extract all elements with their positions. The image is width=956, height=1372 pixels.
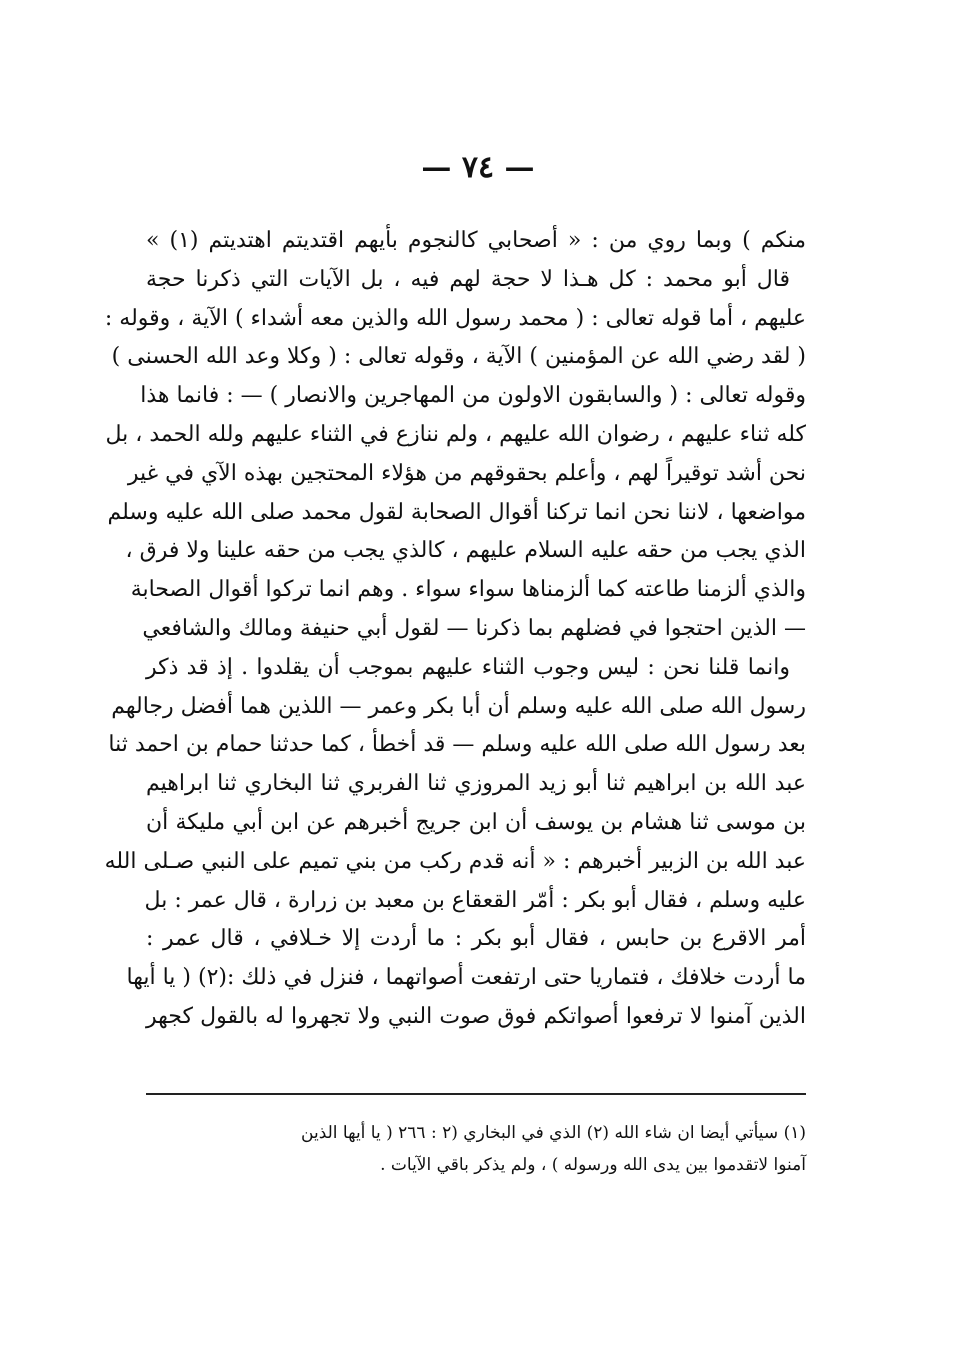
body-line: بن موسى ثنا هشام بن يوسف أن ابن جريج أخبرهم عن ابن أبي مليكة أن <box>146 809 806 835</box>
body-line: عليه وسلم ، فقال أبو بكر : أمّر القعقاع بن معبد بن زرارة ، قال عمر : بل <box>144 887 806 913</box>
body-line: نحن أشد توقيراً لهم ، وأعلم بحقوقهم من هؤلاء المحتجين بهذه الآي في غير <box>127 460 806 486</box>
body-line: الذي يجب من حقه عليه السلام عليهم ، كالذي يجب من حقه علينا ولا فرق ، <box>125 538 806 564</box>
body-line: منكم ) وبما روي من : « أصحابي كالنجوم بأيهم اقتديتم اهتديتم (١) » <box>146 228 806 253</box>
body-text <box>104 222 806 1037</box>
body-line: والذي ألزمنا طاعته كما ألزمناها سواء سواء . وهم انما تركوا أقوال الصحابة <box>130 577 806 603</box>
footnote-divider <box>146 1093 806 1095</box>
body-line: الذين آمنوا لا ترفعوا أصواتكم فوق صوت النبي ولا تجهروا له بالقول كجهر <box>146 1003 806 1029</box>
body-line: وقوله تعالى : ( والسابقون الاولون من المهاجرين والانصار ) — : فانما هذا <box>140 383 806 409</box>
body-line: ما أردت خلافك ، فتماريا حتى ارتفعت أصواتهما ، فنزل في ذلك :(٢) ( يا أيها <box>126 965 806 991</box>
body-line: كله ثناء عليهم ، رضوان الله عليهم ، ولم ننازع في الثناء عليهم ولله الحمد ، بل <box>105 421 806 447</box>
page-number: — ٧٤ — <box>421 150 535 185</box>
body-line: عبد الله بن الزبير أخبرهم : « أنه قدم ركب من بني تميم على النبي صـلى الله <box>104 848 806 874</box>
body-line: مواضعها ، لاننا نحن انما تركنا أقوال الصحابة لقول محمد صلى الله عليه وسلم <box>107 499 806 525</box>
body-line: عليهم ، أما قوله تعالى : ( محمد رسول الله والذين معه أشداء ) الآية ، وقوله : <box>104 305 806 331</box>
footnote-line: آمنوا لاتقدموا بين يدى الله ورسوله ) ، ولم يذكر باقي الآيات . <box>380 1155 806 1175</box>
body-line: — الذين احتجوا في فضلهم بما ذكرنا — لقول أبي حنيفة ومالك والشافعي <box>142 615 806 641</box>
footnote-line: (١) سيأتي أيضا ان شاء الله (٢) الذي في البخاري (٢ : ٢٦٦ ( يا أيها الذين <box>301 1123 806 1143</box>
footnotes <box>146 1117 806 1181</box>
body-line: وانما قلنا نحن : ليس وجوب الثناء عليهم بموجب أن يقلدوا . إذ قد ذكر <box>146 654 790 680</box>
body-line: عبد الله بن ابراهيم ثنا أبو زيد المروزي ثنا الفربري ثنا البخاري ثنا ابراهيم <box>146 771 806 797</box>
body-line: بعد رسول الله صلى الله عليه وسلم — قد أخطأ ، كما حدثنا حمام بن احمد ثنا <box>108 732 806 758</box>
body-line: أمر الاقرع بن حابس ، فقال أبو بكر : ما أردت إلا خـلافي ، قال عمر : <box>146 926 806 952</box>
body-line: قال أبو محمد : كل هـذا لا حجة لهم فيه ، بل الآيات التي ذكرنا حجة <box>146 266 790 292</box>
body-line: رسول الله صلى الله عليه وسلم أن أبا بكر وعمر — اللذين هما أفضل رجالهم <box>111 693 806 719</box>
body-line: ( لقد رضي الله عن المؤمنين ) الآية ، وقوله تعالى : ( وكلا وعد الله الحسنى ) <box>111 344 806 370</box>
